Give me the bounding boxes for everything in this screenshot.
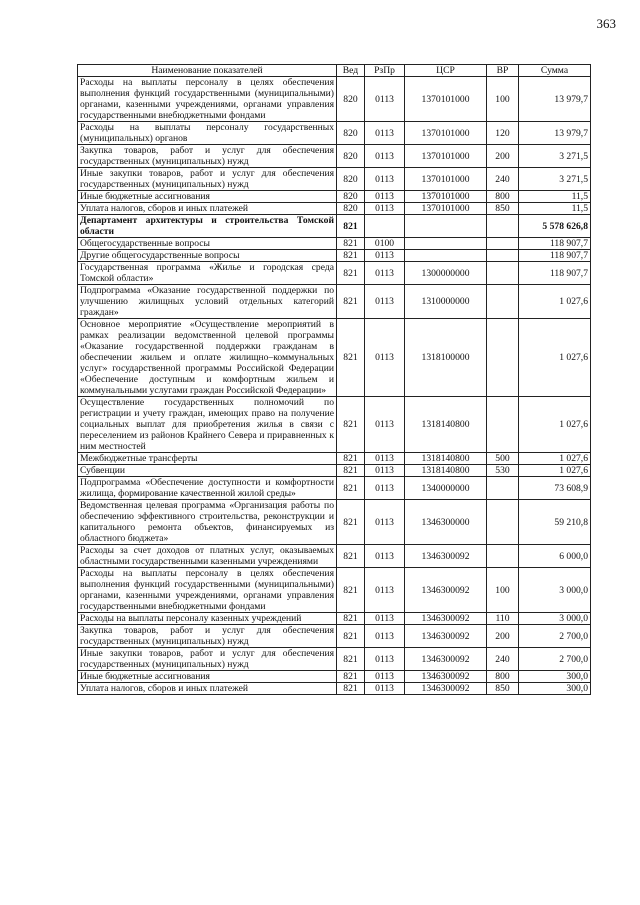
row-name-cell: Уплата налогов, сборов и иных платежей — [78, 203, 337, 215]
row-name-cell: Иные закупки товаров, работ и услуг для обеспечения государственных (муниципальных) нужд — [78, 648, 337, 671]
header-ved: Вед — [337, 65, 365, 77]
row-name-cell: Закупка товаров, работ и услуг для обеспечения государственных (муниципальных) нужд — [78, 145, 337, 168]
row-name-cell: Подпрограмма «Обеспечение доступности и комфортности жилища, формирование качественной жилой среды» — [78, 477, 337, 500]
row-name-cell: Общегосударственные вопросы — [78, 238, 337, 250]
budget-table — [77, 64, 591, 695]
row-ved-cell: 820 — [337, 203, 365, 215]
row-vr-cell: 530 — [487, 465, 519, 477]
row-name-cell: Другие общегосударственные вопросы — [78, 250, 337, 262]
row-csr-cell: 1370101000 — [405, 203, 487, 215]
row-name-cell: Департамент архитектуры и строительства Томской области — [78, 215, 337, 238]
row-sum-cell: 11,5 — [519, 203, 591, 215]
row-csr-cell: 1346300092 — [405, 545, 487, 568]
row-sum-cell: 73 608,9 — [519, 477, 591, 500]
row-csr-cell: 1346300000 — [405, 500, 487, 545]
row-vr-cell — [487, 215, 519, 238]
row-csr-cell: 1346300092 — [405, 625, 487, 648]
table-row — [78, 145, 591, 168]
row-name-cell: Подпрограмма «Оказание государственной поддержки по улучшению жилищных условий отдельных категорий граждан» — [78, 285, 337, 319]
row-ved-cell: 820 — [337, 145, 365, 168]
row-vr-cell: 240 — [487, 168, 519, 191]
row-rzpr-cell: 0113 — [365, 545, 405, 568]
row-vr-cell — [487, 545, 519, 568]
row-sum-cell: 1 027,6 — [519, 453, 591, 465]
page-number: 363 — [596, 16, 616, 31]
row-ved-cell: 820 — [337, 122, 365, 145]
row-rzpr-cell: 0113 — [365, 203, 405, 215]
row-rzpr-cell: 0113 — [365, 648, 405, 671]
row-csr-cell: 1300000000 — [405, 262, 487, 285]
row-name-cell: Иные бюджетные ассигнования — [78, 671, 337, 683]
row-csr-cell: 1318140800 — [405, 397, 487, 453]
row-vr-cell: 110 — [487, 613, 519, 625]
row-rzpr-cell: 0113 — [365, 191, 405, 203]
row-csr-cell: 1318140800 — [405, 453, 487, 465]
row-sum-cell: 300,0 — [519, 671, 591, 683]
table-row — [78, 500, 591, 545]
row-ved-cell: 820 — [337, 191, 365, 203]
row-ved-cell: 821 — [337, 500, 365, 545]
header-csr: ЦСР — [405, 65, 487, 77]
table-row — [78, 465, 591, 477]
row-ved-cell: 821 — [337, 285, 365, 319]
row-csr-cell: 1346300092 — [405, 683, 487, 695]
header-rzpr: РзПр — [365, 65, 405, 77]
row-rzpr-cell: 0113 — [365, 77, 405, 122]
row-sum-cell: 3 271,5 — [519, 168, 591, 191]
table-row — [78, 568, 591, 613]
row-sum-cell: 13 979,7 — [519, 77, 591, 122]
table-header-row — [78, 65, 591, 77]
row-sum-cell: 59 210,8 — [519, 500, 591, 545]
row-csr-cell: 1346300092 — [405, 613, 487, 625]
row-sum-cell: 300,0 — [519, 683, 591, 695]
row-name-cell: Расходы на выплаты персоналу казенных учреждений — [78, 613, 337, 625]
row-name-cell: Расходы за счет доходов от платных услуг, оказываемых областными государственными казенными учреждениями — [78, 545, 337, 568]
row-csr-cell: 1370101000 — [405, 122, 487, 145]
table-row — [78, 215, 591, 238]
row-rzpr-cell: 0113 — [365, 465, 405, 477]
header-sum: Сумма — [519, 65, 591, 77]
row-csr-cell: 1346300092 — [405, 568, 487, 613]
row-vr-cell: 100 — [487, 568, 519, 613]
row-csr-cell: 1370101000 — [405, 191, 487, 203]
row-vr-cell — [487, 500, 519, 545]
row-ved-cell: 821 — [337, 465, 365, 477]
row-rzpr-cell: 0113 — [365, 500, 405, 545]
row-csr-cell: 1340000000 — [405, 477, 487, 500]
row-vr-cell — [487, 397, 519, 453]
row-sum-cell: 118 907,7 — [519, 238, 591, 250]
row-csr-cell — [405, 215, 487, 238]
table-body — [78, 77, 591, 695]
row-sum-cell: 5 578 626,8 — [519, 215, 591, 238]
row-sum-cell: 3 000,0 — [519, 613, 591, 625]
row-rzpr-cell: 0113 — [365, 319, 405, 397]
row-ved-cell: 821 — [337, 215, 365, 238]
row-sum-cell: 2 700,0 — [519, 625, 591, 648]
row-sum-cell: 1 027,6 — [519, 319, 591, 397]
table-row — [78, 683, 591, 695]
row-sum-cell: 13 979,7 — [519, 122, 591, 145]
row-sum-cell: 11,5 — [519, 191, 591, 203]
table-row — [78, 319, 591, 397]
table-row — [78, 191, 591, 203]
row-vr-cell — [487, 250, 519, 262]
table-row — [78, 625, 591, 648]
row-rzpr-cell: 0113 — [365, 613, 405, 625]
row-vr-cell: 500 — [487, 453, 519, 465]
row-csr-cell: 1346300092 — [405, 648, 487, 671]
row-vr-cell — [487, 262, 519, 285]
row-name-cell: Межбюджетные трансферты — [78, 453, 337, 465]
header-name: Наименование показателей — [78, 65, 337, 77]
table-row — [78, 203, 591, 215]
table-row — [78, 397, 591, 453]
row-ved-cell: 820 — [337, 77, 365, 122]
row-csr-cell — [405, 238, 487, 250]
row-csr-cell: 1346300092 — [405, 671, 487, 683]
row-name-cell: Государственная программа «Жилье и городская среда Томской области» — [78, 262, 337, 285]
row-vr-cell: 800 — [487, 671, 519, 683]
row-name-cell: Субвенции — [78, 465, 337, 477]
row-csr-cell: 1370101000 — [405, 77, 487, 122]
table-row — [78, 285, 591, 319]
table-row — [78, 648, 591, 671]
table-row — [78, 238, 591, 250]
row-ved-cell: 821 — [337, 671, 365, 683]
table-row — [78, 122, 591, 145]
row-vr-cell — [487, 285, 519, 319]
row-csr-cell: 1370101000 — [405, 168, 487, 191]
row-sum-cell: 1 027,6 — [519, 397, 591, 453]
row-sum-cell: 1 027,6 — [519, 285, 591, 319]
row-rzpr-cell: 0113 — [365, 250, 405, 262]
row-rzpr-cell: 0113 — [365, 122, 405, 145]
row-ved-cell: 821 — [337, 625, 365, 648]
row-ved-cell: 820 — [337, 168, 365, 191]
row-name-cell: Иные закупки товаров, работ и услуг для обеспечения государственных (муниципальных) нужд — [78, 168, 337, 191]
row-rzpr-cell: 0100 — [365, 238, 405, 250]
row-vr-cell: 850 — [487, 203, 519, 215]
row-rzpr-cell: 0113 — [365, 145, 405, 168]
header-vr: ВР — [487, 65, 519, 77]
row-name-cell: Ведомственная целевая программа «Организация работы по обеспечению эффективного строительства, реконструкции и капитального ремонта объектов, финансируемых из областного бюджета» — [78, 500, 337, 545]
row-ved-cell: 821 — [337, 262, 365, 285]
row-csr-cell: 1310000000 — [405, 285, 487, 319]
row-csr-cell — [405, 250, 487, 262]
row-name-cell: Иные бюджетные ассигнования — [78, 191, 337, 203]
row-ved-cell: 821 — [337, 683, 365, 695]
row-sum-cell: 2 700,0 — [519, 648, 591, 671]
table-row — [78, 613, 591, 625]
row-ved-cell: 821 — [337, 319, 365, 397]
row-ved-cell: 821 — [337, 397, 365, 453]
row-rzpr-cell: 0113 — [365, 477, 405, 500]
row-rzpr-cell: 0113 — [365, 671, 405, 683]
row-vr-cell: 850 — [487, 683, 519, 695]
row-ved-cell: 821 — [337, 613, 365, 625]
table-row — [78, 453, 591, 465]
table-row — [78, 168, 591, 191]
row-vr-cell: 200 — [487, 145, 519, 168]
table-row — [78, 250, 591, 262]
table-row — [78, 671, 591, 683]
row-ved-cell: 821 — [337, 545, 365, 568]
row-vr-cell: 200 — [487, 625, 519, 648]
table-row — [78, 545, 591, 568]
row-vr-cell: 240 — [487, 648, 519, 671]
row-sum-cell: 3 000,0 — [519, 568, 591, 613]
row-ved-cell: 821 — [337, 568, 365, 613]
row-csr-cell: 1318140800 — [405, 465, 487, 477]
row-sum-cell: 1 027,6 — [519, 465, 591, 477]
row-rzpr-cell: 0113 — [365, 285, 405, 319]
row-csr-cell: 1318100000 — [405, 319, 487, 397]
row-vr-cell — [487, 477, 519, 500]
row-rzpr-cell — [365, 215, 405, 238]
row-vr-cell — [487, 238, 519, 250]
row-vr-cell: 800 — [487, 191, 519, 203]
row-name-cell: Уплата налогов, сборов и иных платежей — [78, 683, 337, 695]
row-sum-cell: 3 271,5 — [519, 145, 591, 168]
row-ved-cell: 821 — [337, 477, 365, 500]
row-ved-cell: 821 — [337, 250, 365, 262]
row-rzpr-cell: 0113 — [365, 262, 405, 285]
row-csr-cell: 1370101000 — [405, 145, 487, 168]
row-sum-cell: 6 000,0 — [519, 545, 591, 568]
row-vr-cell — [487, 319, 519, 397]
row-sum-cell: 118 907,7 — [519, 250, 591, 262]
row-vr-cell: 120 — [487, 122, 519, 145]
row-rzpr-cell: 0113 — [365, 453, 405, 465]
row-ved-cell: 821 — [337, 648, 365, 671]
row-vr-cell: 100 — [487, 77, 519, 122]
row-name-cell: Расходы на выплаты персоналу в целях обеспечения выполнения функций государственными (муниципальными) органами, казенными учреждениями, органами управления государственными внебюджетными фондами — [78, 568, 337, 613]
row-rzpr-cell: 0113 — [365, 397, 405, 453]
table-row — [78, 262, 591, 285]
table-row — [78, 477, 591, 500]
row-name-cell: Осуществление государственных полномочий по регистрации и учету граждан, имеющих право на получение социальных выплат для приобретения жилья в связи с переселением из районов Крайнего Севера и приравненных к ним местностей — [78, 397, 337, 453]
row-name-cell: Основное мероприятие «Осуществление мероприятий в рамках реализации ведомственной целевой программы «Оказание государственной поддержки гражданам в обеспечении жильем и оплате жилищно–коммунальных услуг» государственной программы Российской Федерации «Обеспечение доступным и комфортным жильем и коммунальными услугами граждан Российской Федерации» — [78, 319, 337, 397]
row-sum-cell: 118 907,7 — [519, 262, 591, 285]
row-name-cell: Расходы на выплаты персоналу государственных (муниципальных) органов — [78, 122, 337, 145]
row-rzpr-cell: 0113 — [365, 568, 405, 613]
row-rzpr-cell: 0113 — [365, 683, 405, 695]
row-name-cell: Закупка товаров, работ и услуг для обеспечения государственных (муниципальных) нужд — [78, 625, 337, 648]
row-rzpr-cell: 0113 — [365, 625, 405, 648]
row-rzpr-cell: 0113 — [365, 168, 405, 191]
row-ved-cell: 821 — [337, 238, 365, 250]
row-name-cell: Расходы на выплаты персоналу в целях обеспечения выполнения функций государственными (муниципальными) органами, казенными учреждениями, органами управления государственными внебюджетными фондами — [78, 77, 337, 122]
table-row — [78, 77, 591, 122]
row-ved-cell: 821 — [337, 453, 365, 465]
